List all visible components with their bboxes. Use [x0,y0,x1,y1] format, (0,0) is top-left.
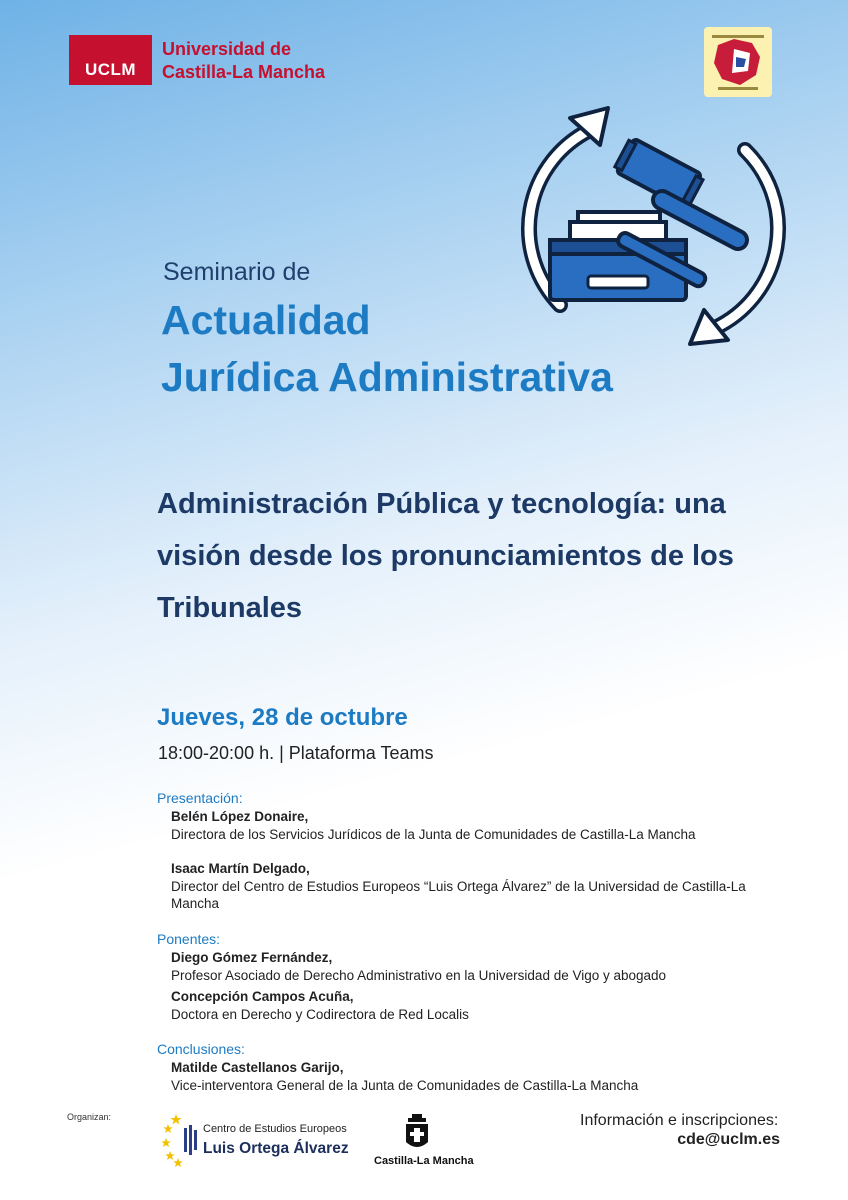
event-date: Jueves, 28 de octubre [157,704,408,731]
university-name: Universidad de Castilla-La Mancha [162,39,326,82]
ponentes-label: Ponentes: [157,931,221,947]
info-email-link[interactable]: cde@uclm.es [677,1131,780,1148]
jccm-crest-icon [400,1114,434,1152]
series-title-line2: Jurídica Administrativa [161,354,613,400]
speaker-name: Concepción Campos Acuña, [171,989,354,1004]
presenter-role: Directora de los Servicios Jurídicos de la Junta de Comunidades de Castilla-La Mancha [171,827,696,842]
cee-name-line2: Luis Ortega Álvarez [203,1140,349,1157]
uclm-logo [69,35,152,85]
gavel-drawer-illustration [500,100,800,350]
series-title-line1: Actualidad [161,297,371,343]
presenter-name: Belén López Donaire, [171,809,309,824]
presenter-role: Director del Centro de Estudios Europeos “Luis Ortega Álvarez” de la Universidad de Castilla-La Mancha [171,879,746,911]
eu-stars-icon [162,1112,202,1168]
organizan-label: Organizan: [67,1112,112,1122]
uclm-abbr: UCLM [84,60,137,79]
info-label: Información e inscripciones: [580,1112,779,1129]
speaker-role: Doctora en Derecho y Codirectora de Red Localis [171,1007,469,1022]
seminar-seal-icon [704,27,772,97]
conclusiones-label: Conclusiones: [157,1041,245,1057]
speaker-role: Profesor Asociado de Derecho Administrativo en la Universidad de Vigo y abogado [171,968,667,983]
closing-speaker-role: Vice-interventora General de la Junta de Comunidades de Castilla-La Mancha [171,1078,639,1093]
cee-name-line1: Centro de Estudios Europeos [203,1123,347,1135]
jccm-label: Castilla-La Mancha [374,1155,474,1167]
talk-title: Administración Pública y tecnología: una visión desde los pronunciamientos de los Tribunales [157,488,734,624]
event-time-place: 18:00-20:00 h. | Plataforma Teams [158,743,434,763]
closing-speaker-name: Matilde Castellanos Garijo, [171,1060,344,1075]
speaker-name: Diego Gómez Fernández, [171,950,333,965]
presenter-name: Isaac Martín Delgado, [171,861,310,876]
series-prefix: Seminario de [163,258,311,286]
presentacion-label: Presentación: [157,790,243,806]
